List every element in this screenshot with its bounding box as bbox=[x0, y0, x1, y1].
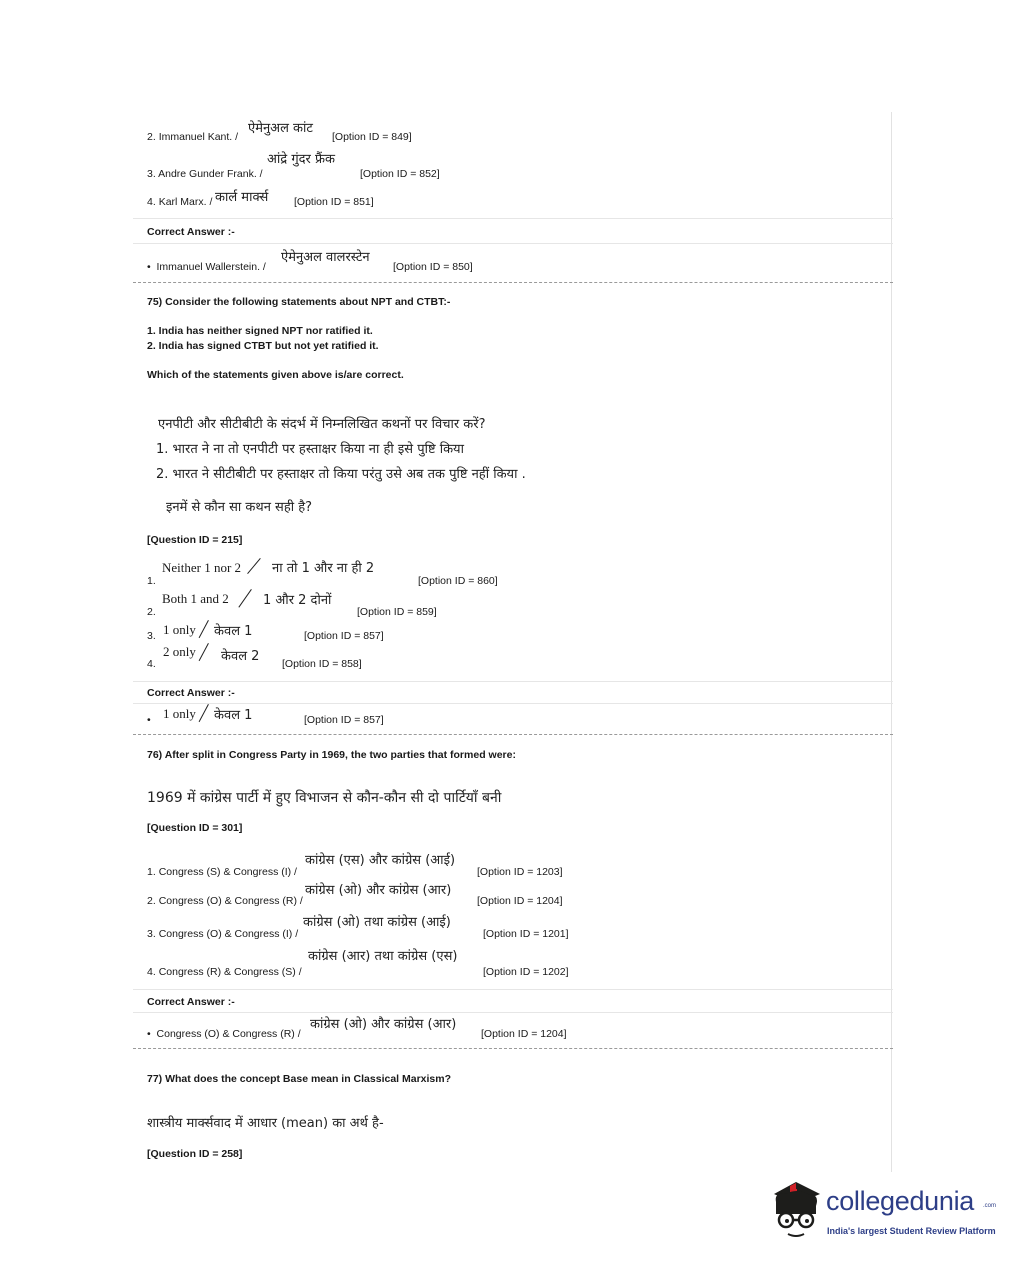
q76-opt1-en: 1. Congress (S) & Congress (I) / bbox=[147, 866, 297, 878]
q75-opt3-num: 3. bbox=[147, 630, 156, 642]
q74-opt3-en: 3. Andre Gunder Frank. / bbox=[147, 168, 263, 180]
q76-correct-hi: कांग्रेस (ओ) और कांग्रेस (आर) bbox=[310, 1017, 457, 1032]
question-separator bbox=[133, 734, 893, 735]
q74-opt4-hi: कार्ल मार्क्स bbox=[215, 190, 269, 205]
q75-statement-1: 1. India has neither signed NPT nor ratified it. bbox=[147, 325, 373, 337]
q76-opt4-hi: कांग्रेस (आर) तथा कांग्रेस (एस) bbox=[308, 949, 458, 964]
q75-opt2-hi: 1 और 2 दोनों bbox=[263, 593, 332, 608]
q76-opt3-hi: कांग्रेस (ओ) तथा कांग्रेस (आई) bbox=[303, 915, 451, 930]
q76-title: 76) After split in Congress Party in 1969, the two parties that formed were: bbox=[147, 749, 516, 761]
q77-title: 77) What does the concept Base mean in Classical Marxism? bbox=[147, 1073, 452, 1085]
q75-opt1-id: [Option ID = 860] bbox=[418, 575, 498, 587]
q74-opt2-hi: ऐमेनुअल कांट bbox=[248, 121, 313, 136]
question-separator bbox=[133, 1048, 893, 1049]
divider bbox=[133, 703, 893, 704]
q75-correct-en: 1 only bbox=[163, 706, 196, 721]
q75-statement-2: 2. India has signed CTBT but not yet ratified it. bbox=[147, 340, 379, 352]
q74-opt3-id: [Option ID = 852] bbox=[360, 168, 440, 180]
bullet: • bbox=[147, 714, 151, 726]
q76-opt3-en: 3. Congress (O) & Congress (I) / bbox=[147, 928, 299, 940]
q76-correct-id: [Option ID = 1204] bbox=[481, 1028, 567, 1040]
q75-correct-id: [Option ID = 857] bbox=[304, 714, 384, 726]
q76-correct-en: • Congress (O) & Congress (R) / bbox=[147, 1028, 301, 1040]
question-separator bbox=[133, 282, 893, 283]
q75-question-id: [Question ID = 215] bbox=[147, 534, 243, 546]
q75-opt1-hi: ना तो 1 और ना ही 2 bbox=[272, 561, 375, 576]
divider bbox=[133, 243, 893, 244]
q76-correct-label: Correct Answer :- bbox=[147, 996, 235, 1008]
q75-opt3-en: 1 only bbox=[163, 622, 196, 637]
divider bbox=[133, 1012, 893, 1013]
q74-correct-hi: ऐमेनुअल वालरस्टेन bbox=[281, 250, 370, 265]
q75-opt4-en: 2 only bbox=[163, 644, 196, 659]
q74-correct-id: [Option ID = 850] bbox=[393, 261, 473, 273]
q77-question-id: [Question ID = 258] bbox=[147, 1148, 243, 1160]
divider bbox=[133, 681, 893, 682]
q75-opt2-en: Both 1 and 2 bbox=[162, 591, 229, 606]
q76-opt1-id: [Option ID = 1203] bbox=[477, 866, 563, 878]
q77-hi-title: शास्त्रीय मार्क्सवाद में आधार (mean) का अर्थ है- bbox=[147, 1116, 384, 1131]
q76-opt4-id: [Option ID = 1202] bbox=[483, 966, 569, 978]
q74-opt3-hi: आंद्रे गुंदर फ्रैंक bbox=[267, 152, 335, 167]
q75-hi-ask: इनमें से कौन सा कथन सही है? bbox=[166, 500, 313, 515]
q74-opt2-en: 2. Immanuel Kant. / bbox=[147, 131, 239, 143]
slash-divider bbox=[199, 620, 209, 638]
q76-opt2-hi: कांग्रेस (ओ) और कांग्रेस (आर) bbox=[305, 883, 452, 898]
q75-title: 75) Consider the following statements about NPT and CTBT:- bbox=[147, 296, 451, 308]
q75-opt2-num: 2. bbox=[147, 606, 156, 618]
q75-opt1-num: 1. bbox=[147, 575, 156, 587]
q74-correct-en: • Immanuel Wallerstein. / bbox=[147, 261, 266, 273]
q76-opt2-en: 2. Congress (O) & Congress (R) / bbox=[147, 895, 303, 907]
slash-divider bbox=[238, 589, 251, 608]
q75-opt3-hi: केवल 1 bbox=[214, 624, 253, 639]
q74-correct-label: Correct Answer :- bbox=[147, 226, 235, 238]
q75-correct-hi: केवल 1 bbox=[214, 708, 253, 723]
q76-opt3-id: [Option ID = 1201] bbox=[483, 928, 569, 940]
slash-divider bbox=[247, 558, 261, 574]
slash-divider bbox=[199, 643, 209, 661]
q76-question-id: [Question ID = 301] bbox=[147, 822, 243, 834]
divider bbox=[133, 218, 893, 219]
q75-hi-s1: 1. भारत ने ना तो एनपीटी पर हस्ताक्षर किया ना ही इसे पुष्टि किया bbox=[156, 442, 464, 457]
divider bbox=[133, 989, 893, 990]
q75-opt3-id: [Option ID = 857] bbox=[304, 630, 384, 642]
q75-opt4-hi: केवल 2 bbox=[221, 649, 260, 664]
q75-correct-label: Correct Answer :- bbox=[147, 687, 235, 699]
q75-opt1-en: Neither 1 nor 2 bbox=[162, 560, 242, 575]
q75-opt4-num: 4. bbox=[147, 658, 156, 670]
logo-wordmark: collegedunia bbox=[826, 1186, 975, 1216]
q75-hi-s2: 2. भारत ने सीटीबीटी पर हस्ताक्षर तो किया परंतु उसे अब तक पुष्टि नहीं किया . bbox=[156, 467, 526, 482]
q75-hi-title: एनपीटी और सीटीबीटी के संदर्भ में निम्नलिखित कथनों पर विचार करें? bbox=[158, 417, 486, 432]
q75-ask: Which of the statements given above is/are correct. bbox=[147, 369, 404, 381]
q76-opt1-hi: कांग्रेस (एस) और कांग्रेस (आई) bbox=[305, 853, 456, 868]
slash-divider bbox=[199, 704, 209, 722]
q75-opt2-id: [Option ID = 859] bbox=[357, 606, 437, 618]
q76-opt4-en: 4. Congress (R) & Congress (S) / bbox=[147, 966, 302, 978]
logo-domain: .com bbox=[983, 1203, 997, 1209]
q74-opt4-id: [Option ID = 851] bbox=[294, 196, 374, 208]
q74-opt4-en: 4. Karl Marx. / bbox=[147, 196, 213, 208]
q74-opt2-id: [Option ID = 849] bbox=[332, 131, 412, 143]
q76-hi-title: 1969 में कांग्रेस पार्टी में हुए विभाजन से कौन-कौन सी दो पार्टियाँ बनी bbox=[147, 790, 502, 806]
logo-tagline: India's largest Student Review Platform bbox=[827, 1226, 996, 1236]
q76-opt2-id: [Option ID = 1204] bbox=[477, 895, 563, 907]
q75-opt4-id: [Option ID = 858] bbox=[282, 658, 362, 670]
page-right-border bbox=[891, 112, 892, 1172]
